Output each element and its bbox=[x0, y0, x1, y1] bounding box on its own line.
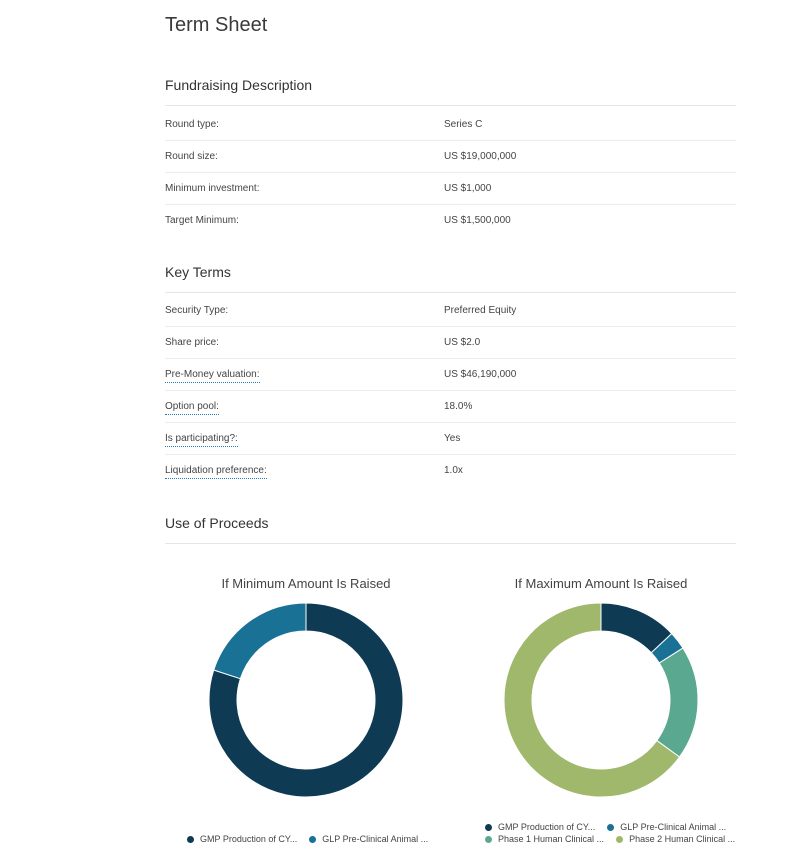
row-value: Preferred Equity bbox=[444, 305, 517, 316]
legend-row bbox=[187, 833, 440, 845]
row-value: US $1,000 bbox=[444, 183, 492, 194]
row-value: US $19,000,000 bbox=[444, 151, 517, 162]
row-value: Series C bbox=[444, 119, 483, 130]
table-row-security-type bbox=[165, 295, 736, 327]
legend-label: GMP Production of CY... bbox=[498, 822, 596, 832]
row-label: Security Type: bbox=[165, 305, 229, 316]
donut-slice-2[interactable] bbox=[214, 603, 306, 679]
legend-dot bbox=[485, 824, 492, 831]
table-row-target-minimum bbox=[165, 205, 736, 236]
table-row-option-pool bbox=[165, 391, 736, 423]
liquidation-preference-tooltip-link[interactable]: Liquidation preference: bbox=[165, 465, 267, 479]
key-terms-heading: Key Terms bbox=[165, 264, 736, 293]
legend-dot bbox=[607, 824, 614, 831]
row-label-cell bbox=[165, 465, 444, 476]
row-value: 18.0% bbox=[444, 401, 473, 412]
page-title: Term Sheet bbox=[165, 14, 268, 36]
donut-chart-min bbox=[205, 599, 407, 801]
donut-chart-max bbox=[500, 599, 702, 801]
fundraising-heading: Fundraising Description bbox=[165, 77, 736, 106]
row-value: US $46,190,000 bbox=[444, 369, 517, 380]
legend-item-phase2[interactable] bbox=[616, 834, 735, 844]
row-label: Round type: bbox=[165, 119, 219, 130]
legend-label: Phase 2 Human Clinical ... bbox=[629, 834, 736, 844]
table-row-pre-money-valuation bbox=[165, 359, 736, 391]
legend-item-phase1[interactable] bbox=[485, 834, 604, 844]
legend-dot bbox=[485, 836, 492, 843]
row-label-cell bbox=[165, 433, 444, 444]
row-label: Target Minimum: bbox=[165, 215, 239, 226]
key-terms-table bbox=[165, 295, 736, 486]
fundraising-table bbox=[165, 109, 736, 236]
table-row-is-participating bbox=[165, 423, 736, 455]
min-chart-legend bbox=[187, 833, 440, 845]
is-participating-tooltip-link[interactable]: Is participating?: bbox=[165, 433, 238, 447]
row-label: Minimum investment: bbox=[165, 183, 260, 194]
table-row-minimum-investment bbox=[165, 173, 736, 205]
legend-dot bbox=[187, 836, 194, 843]
legend-item-glp[interactable] bbox=[607, 822, 726, 832]
row-value: Yes bbox=[444, 433, 461, 444]
row-value: US $2.0 bbox=[444, 337, 481, 348]
legend-item-glp[interactable] bbox=[309, 834, 428, 844]
legend-label: Phase 1 Human Clinical ... bbox=[498, 834, 605, 844]
legend-label: GMP Production of CY... bbox=[200, 834, 298, 844]
legend-label: GLP Pre-Clinical Animal ... bbox=[322, 834, 429, 844]
row-label: Round size: bbox=[165, 151, 218, 162]
max-raise-chart bbox=[500, 576, 702, 801]
min-raise-chart bbox=[205, 576, 407, 801]
row-label-cell bbox=[165, 401, 444, 412]
row-value: US $1,500,000 bbox=[444, 215, 511, 226]
row-value: 1.0x bbox=[444, 465, 463, 476]
table-row-round-size bbox=[165, 141, 736, 173]
table-row-share-price bbox=[165, 327, 736, 359]
pre-money-valuation-tooltip-link[interactable]: Pre-Money valuation: bbox=[165, 369, 260, 383]
table-row-round-type bbox=[165, 109, 736, 141]
legend-label: GLP Pre-Clinical Animal ... bbox=[620, 822, 727, 832]
legend-row bbox=[485, 833, 747, 845]
legend-dot bbox=[616, 836, 623, 843]
chart-title: If Maximum Amount Is Raised bbox=[514, 576, 688, 591]
row-label: Share price: bbox=[165, 337, 219, 348]
donut-slice-3[interactable] bbox=[657, 648, 698, 757]
max-chart-legend bbox=[485, 821, 747, 845]
table-row-liquidation-preference bbox=[165, 455, 736, 486]
legend-dot bbox=[309, 836, 316, 843]
legend-item-gmp[interactable] bbox=[485, 822, 595, 832]
chart-title: If Minimum Amount Is Raised bbox=[221, 576, 391, 591]
option-pool-tooltip-link[interactable]: Option pool: bbox=[165, 401, 219, 415]
legend-item-gmp[interactable] bbox=[187, 834, 297, 844]
legend-row bbox=[485, 821, 747, 833]
use-of-proceeds-heading: Use of Proceeds bbox=[165, 515, 736, 544]
row-label-cell bbox=[165, 369, 444, 380]
